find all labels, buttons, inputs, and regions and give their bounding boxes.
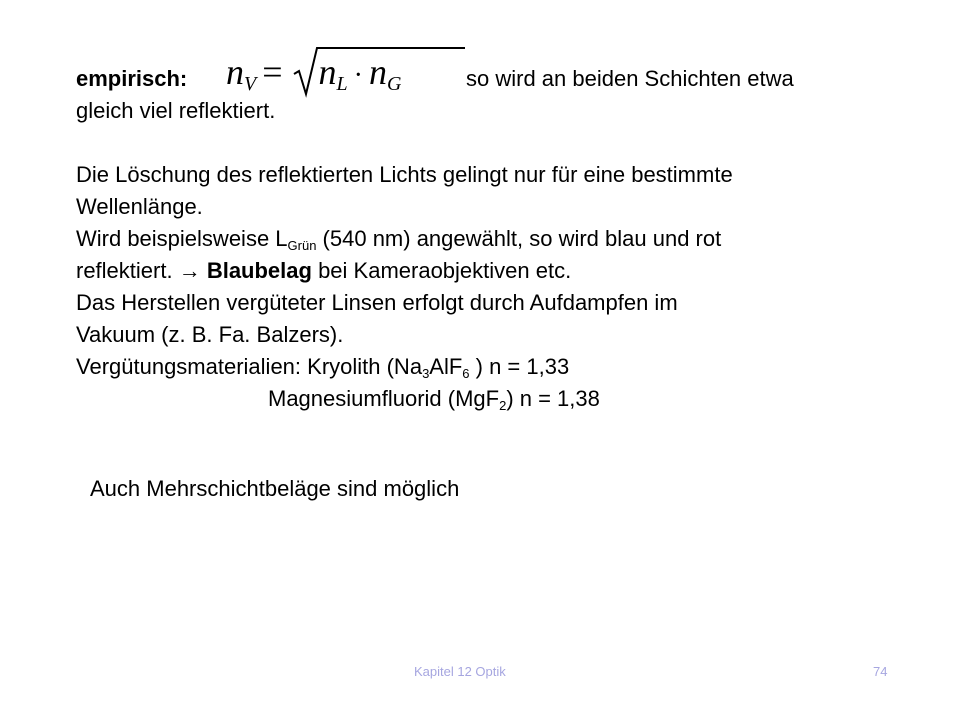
line2: gleich viel reflektiert. <box>76 98 276 123</box>
line9-kryolith: Vergütungsmaterialien: Kryolith ($Na_3AlF_6$ ) n = 1,33 <box>76 354 570 381</box>
line7: Das Herstellen vergüteter Linsen erfolgt durch Aufdampfen im <box>76 290 678 315</box>
line8: Vakuum (z. B. Fa. Balzers). <box>76 322 344 347</box>
line6: reflektiert. → Blaubelag bei Kameraobjektiven etc. <box>76 258 572 283</box>
formula-equals: = <box>262 52 283 92</box>
empirisch-line <box>76 66 187 92</box>
footer-page-number: 74 <box>873 664 888 679</box>
line1-rest: so wird an beiden Schichten etwa <box>466 66 794 91</box>
empirisch-label: empirisch: <box>76 66 188 91</box>
sqrt-symbol <box>293 50 402 98</box>
blaubelag-bold: Blaubelag <box>206 258 312 283</box>
subscript-gruen: Grün <box>287 238 317 253</box>
formula-n-l: nL <box>318 52 348 95</box>
formula-n-g: nG <box>368 52 402 95</box>
line3: Die Löschung des reflektierten Lichts gelingt nur für eine bestimmte <box>76 162 733 187</box>
line5: Wird beispielsweise $L_{Grün}$ (540 nm) angewählt, so wird blau und rot <box>76 226 722 253</box>
formula-nv-sqrt <box>226 50 401 98</box>
formula-dot: · <box>353 60 363 91</box>
sqrt-sign-icon <box>293 44 465 100</box>
footer-chapter: Kapitel 12 Optik <box>414 664 506 679</box>
line4: Wellenlänge. <box>76 194 203 219</box>
line11-mehrschicht: Auch Mehrschichtbeläge sind möglich <box>90 476 460 501</box>
formula-n-v: nV <box>226 52 257 95</box>
line10-magnesiumfluorid: Magnesiumfluorid (MgF$_2$) n = 1,38 <box>268 386 600 413</box>
